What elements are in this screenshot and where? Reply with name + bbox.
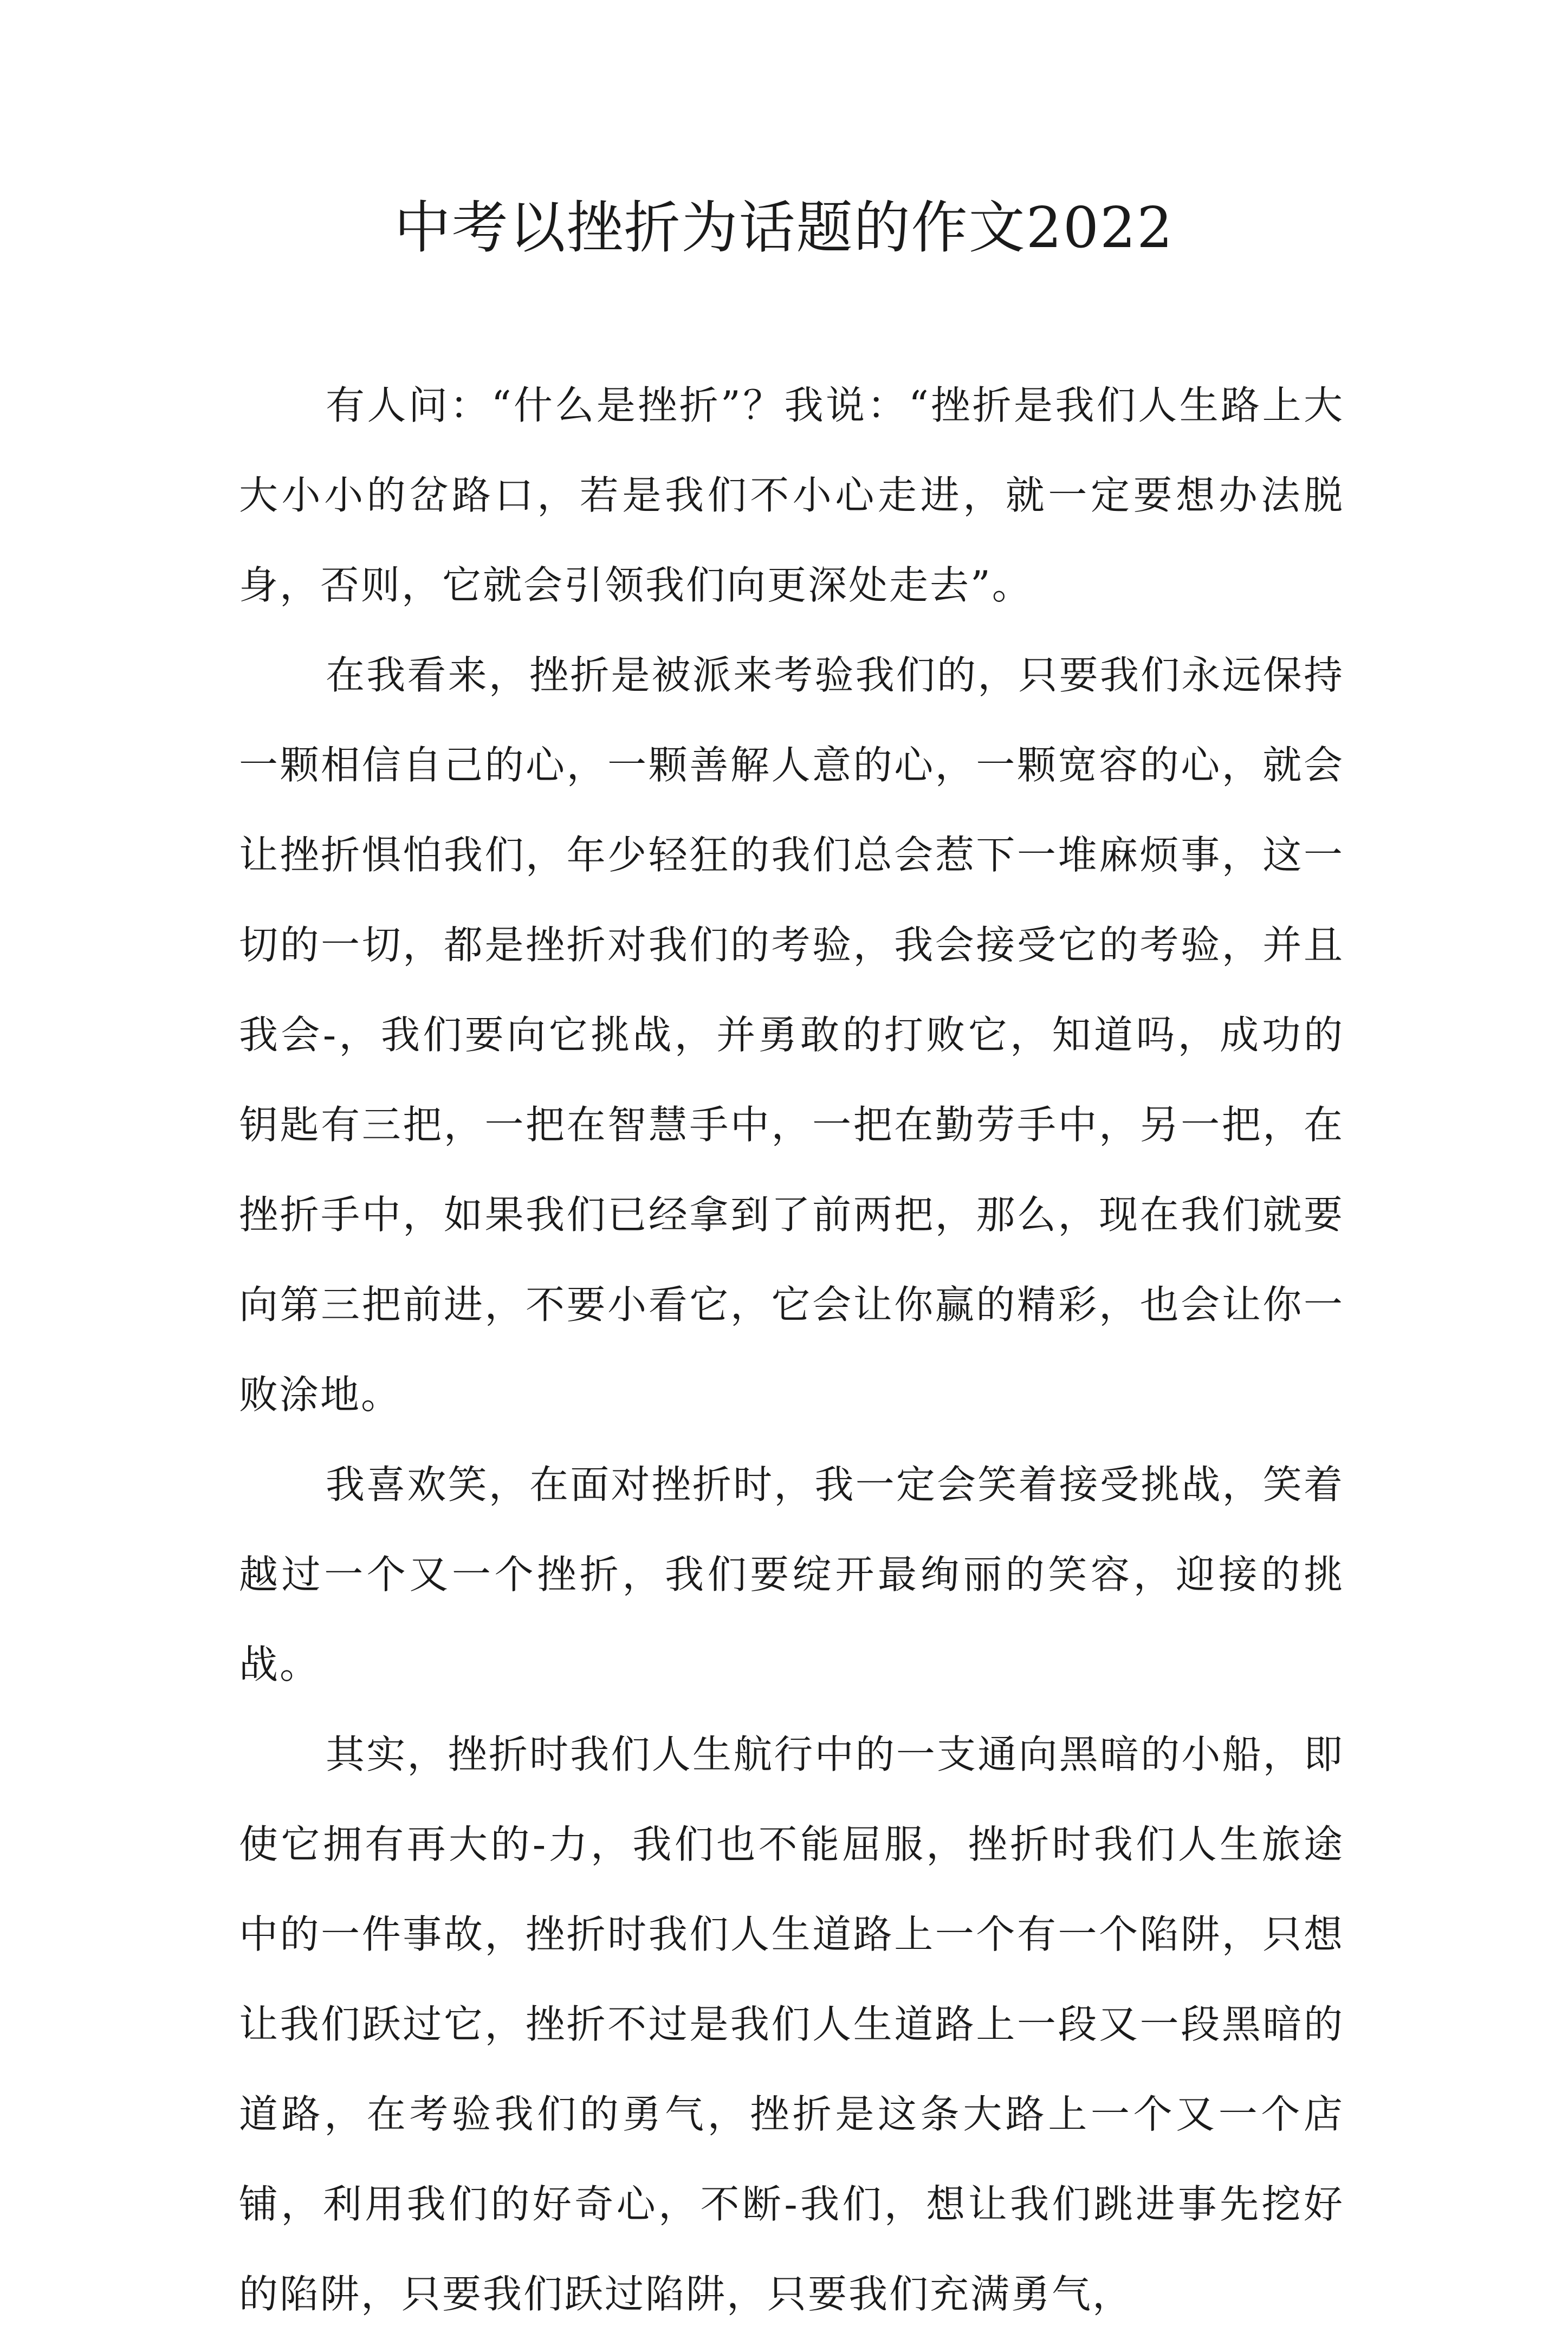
document-body bbox=[239, 360, 1344, 2339]
paragraph-4: 其实，挫折时我们人生航行中的一支通向黑暗的小船，即使它拥有再大的-力，我们也不能屈服，挫折时我们人生旅途中的一件事故，挫折时我们人生道路上一个有一个陷阱，只想让我们跃过它，挫折不过是我们人生道路上一段又一段黑暗的道路，在考验我们的勇气，挫折是这条大路上一个又一个店铺，利用我们的好奇心，不断-我们，想让我们跳进事先挖好的陷阱，只要我们跃过陷阱，只要我们充满勇气， bbox=[239, 1732, 1344, 2317]
paragraph-3: 我喜欢笑，在面对挫折时，我一定会笑着接受挑战，笑着越过一个又一个挫折，我们要绽开最绚丽的笑容，迎接的挑战。 bbox=[239, 1462, 1344, 1687]
paragraph-1: 有人问：“什么是挫折”？我说：“挫折是我们人生路上大大小小的岔路口，若是我们不小心走进，就一定要想办法脱身，否则，它就会引领我们向更深处走去”。 bbox=[239, 383, 1344, 608]
paragraph-2: 在我看来，挫折是被派来考验我们的，只要我们永远保持一颗相信自己的心，一颗善解人意的心，一颗宽容的心，就会让挫折惧怕我们，年少轻狂的我们总会惹下一堆麻烦事，这一切的一切，都是挫折对我们的考验，我会接受它的考验，并且我会-，我们要向它挑战，并勇敢的打败它，知道吗，成功的钥匙有三把，一把在智慧手中，一把在勤劳手中，另一把，在挫折手中，如果我们已经拿到了前两把，那么，现在我们就要向第三把前进，不要小看它，它会让你赢的精彩，也会让你一败涂地。 bbox=[239, 652, 1344, 1417]
document-title: 中考以挫折为话题的作文2022 bbox=[394, 195, 1174, 261]
